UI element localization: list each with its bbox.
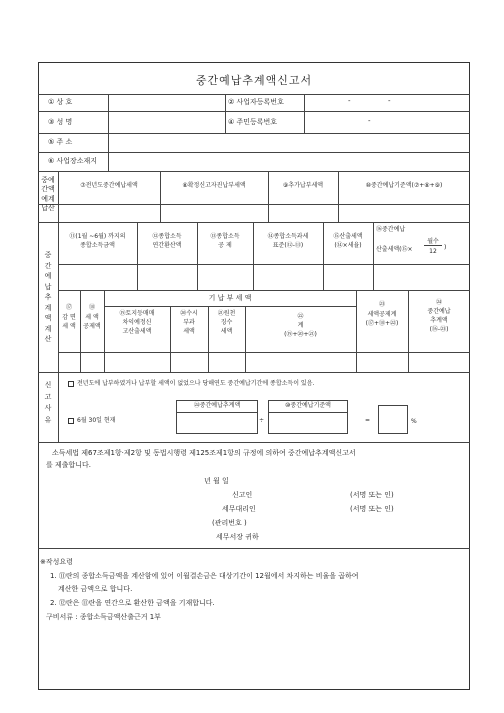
equals-sign: = bbox=[365, 417, 371, 424]
col-21: ㉑원천 징수 세액 bbox=[217, 310, 236, 335]
reason-option-2[interactable]: 6월 30일 현재 bbox=[68, 417, 115, 424]
declaration-text: 소득세법 제67조제1항·제2항 및 동법시행령 제125조제1항의 규정에 의하여 중간예납추계액신고서 bbox=[52, 449, 356, 457]
divide-sign: ÷ bbox=[259, 417, 265, 424]
ratio-numerator-label: ㉔중간예납추계액 bbox=[193, 402, 241, 409]
addr-label: ⑤ 주 소 bbox=[48, 138, 73, 146]
attachments: 구비서류 : 종합소득금액산출근거 1부 bbox=[46, 613, 161, 621]
prepaid-tax-label: 기 납 부 세 액 bbox=[208, 294, 252, 302]
agent-label: 세무대리인 bbox=[222, 505, 256, 513]
col-20: ⑳수시 부과 세액 bbox=[180, 310, 198, 335]
sec1-side-label: 중예 간액 예계 납산 bbox=[41, 176, 55, 213]
bizno-label: ② 사업자등록번호 bbox=[228, 98, 284, 106]
col-23: ㉓ 세액공제계 (⑰+⑱+㉒) bbox=[365, 301, 399, 328]
col-13: ⑬종합소득 공 제 bbox=[210, 233, 240, 249]
checkbox-icon[interactable] bbox=[68, 381, 74, 387]
col-16-frac-den: 12 bbox=[429, 248, 437, 255]
declaration-text-cont: 를 제출합니다. bbox=[46, 461, 92, 469]
reason-option-1[interactable]: 전년도에 납부하였거나 납부할 세액이 없었으나 당해연도 중간예납기간에 종합소득이 있음. bbox=[68, 380, 314, 387]
col-16-title: ⑯중간예납 bbox=[376, 226, 406, 233]
col-16-frac-num: 월수 bbox=[424, 238, 442, 246]
col-16-close: ) bbox=[444, 244, 447, 251]
sec2-side-label: 중 간 예 납 추 계 액 계 산 bbox=[44, 251, 52, 343]
checkbox-icon[interactable] bbox=[68, 418, 74, 424]
note-1: 1. ⑪란의 종합소득금액을 계산함에 있어 이월결손금은 대상기간이 12월에서 차지하는 비율을 곱하여 bbox=[50, 572, 359, 580]
col-19: ⑲토지등매매 차익예정신 고산출세액 bbox=[119, 310, 155, 335]
col-8: ⑧확정신고자진납부세액 bbox=[182, 182, 246, 189]
ratio-result-box[interactable] bbox=[378, 405, 408, 434]
bizno-dash: - bbox=[388, 97, 391, 105]
resno-dash: - bbox=[368, 117, 371, 125]
note-1-cont: 계산한 금액으로 합니다. bbox=[58, 585, 133, 593]
notes-heading: ※작성요령 bbox=[40, 558, 73, 566]
management-number: (관리번호 ) bbox=[212, 519, 247, 527]
rep-label: ③ 성 명 bbox=[48, 118, 73, 126]
col-16-formula: 산출세액(⑮× bbox=[376, 246, 413, 253]
col-17: ⑰ 감 면 세 액 bbox=[62, 304, 76, 331]
col-7: ⑦전년도중간예납세액 bbox=[80, 182, 138, 189]
col-15: ⑮산출세액 (⑭×세율) bbox=[333, 233, 363, 249]
applicant-label: 신고인 bbox=[232, 491, 253, 499]
bizno-dash: - bbox=[348, 97, 351, 105]
date-line: 년 월 일 bbox=[204, 477, 229, 485]
col-24: ㉔ 중간예납 추계액 (⑯-㉓) bbox=[427, 299, 451, 333]
col-18: ⑱ 세 액 공제액 bbox=[83, 304, 101, 331]
biz-addr-label: ⑥ 사업장소재지 bbox=[48, 157, 98, 165]
col-12: ⑫종합소득 연간환산액 bbox=[152, 233, 182, 249]
addressee: 세무서장 귀하 bbox=[216, 533, 259, 541]
col-11: ⑪(1월 ~6월) 까지의 종합소득금액 bbox=[69, 233, 126, 249]
sec3-side-label: 신 고 사 유 bbox=[44, 381, 52, 424]
agent-sign: (서명 또는 인) bbox=[350, 505, 394, 513]
resno-label: ④ 주민등록번호 bbox=[228, 118, 278, 126]
applicant-sign: (서명 또는 인) bbox=[350, 491, 394, 499]
note-2: 2. ⑫란은 ⑪란을 연간으로 환산한 금액을 기재합니다. bbox=[50, 599, 215, 607]
col-14: ⑭종합소득과세 표준(⑫-⑬) bbox=[267, 233, 309, 249]
form-frame bbox=[38, 62, 470, 690]
name-label: ① 상 호 bbox=[48, 98, 73, 106]
col-9: ⑨추가납부세액 bbox=[282, 182, 324, 189]
form-title: 중간예납추계액신고서 bbox=[195, 74, 313, 87]
col-22: ㉒ 계 (⑲+⑳+㉑) bbox=[284, 313, 317, 338]
col-10: ⑩중간예납기준액(⑦+⑧+⑨) bbox=[365, 182, 443, 189]
ratio-denominator-label: ⑩중간예납기준액 bbox=[285, 402, 331, 409]
percent-sign: % bbox=[411, 418, 417, 425]
